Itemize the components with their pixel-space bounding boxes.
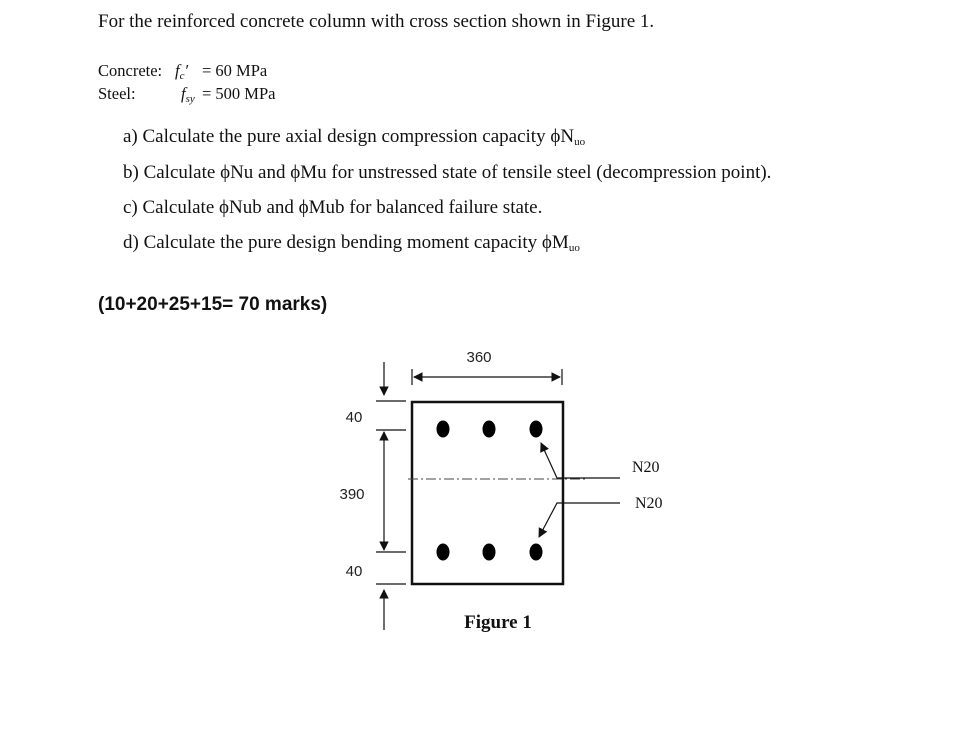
top-cover-label: 40 bbox=[345, 409, 363, 426]
rebar-bottom-left bbox=[437, 544, 450, 561]
middle-dimension-label: 390 bbox=[339, 486, 365, 503]
rebar-bottom-middle bbox=[483, 544, 496, 561]
figure-caption: Figure 1 bbox=[464, 612, 532, 633]
concrete-strength-symbol: $f_c'$ bbox=[175, 61, 189, 82]
top-bar-label: N20 bbox=[632, 459, 660, 476]
concrete-label: Concrete: bbox=[98, 61, 163, 80]
bottom-cover-label: 40 bbox=[345, 563, 363, 580]
width-dimension bbox=[412, 349, 562, 385]
question-a: a) Calculate the pure axial design compression capacity $\phi N_{uo}$ bbox=[123, 126, 586, 148]
concrete-strength-value: = 60 MPa bbox=[202, 61, 268, 80]
rebar-top-middle bbox=[483, 421, 496, 438]
rebar-top-left bbox=[437, 421, 450, 438]
steel-yield-value: = 500 MPa bbox=[202, 84, 276, 103]
rebar-top-right bbox=[530, 421, 543, 438]
steel-yield-symbol: $f_{sy}$ bbox=[181, 84, 195, 105]
question-c: c) Calculate ϕNub and ϕMub for balanced failure state. bbox=[123, 197, 543, 218]
question-d: d) Calculate the pure design bending moment capacity $\phi M_{uo}$ bbox=[123, 232, 580, 254]
rebar-bottom-right bbox=[530, 544, 543, 561]
bottom-bar-leader bbox=[539, 503, 620, 537]
vertical-dimension bbox=[339, 362, 406, 630]
question-b: b) Calculate ϕNu and ϕMu for unstressed state of tensile steel (decompression point). bbox=[123, 162, 772, 183]
steel-label: Steel: bbox=[98, 84, 136, 103]
marks-total: (10+20+25+15= 70 marks) bbox=[98, 294, 328, 315]
intro-text: For the reinforced concrete column with cross section shown in Figure 1. bbox=[98, 11, 655, 32]
bottom-bar-label: N20 bbox=[635, 495, 663, 512]
top-bar-leader bbox=[541, 443, 620, 478]
width-dimension-label: 360 bbox=[466, 349, 492, 366]
